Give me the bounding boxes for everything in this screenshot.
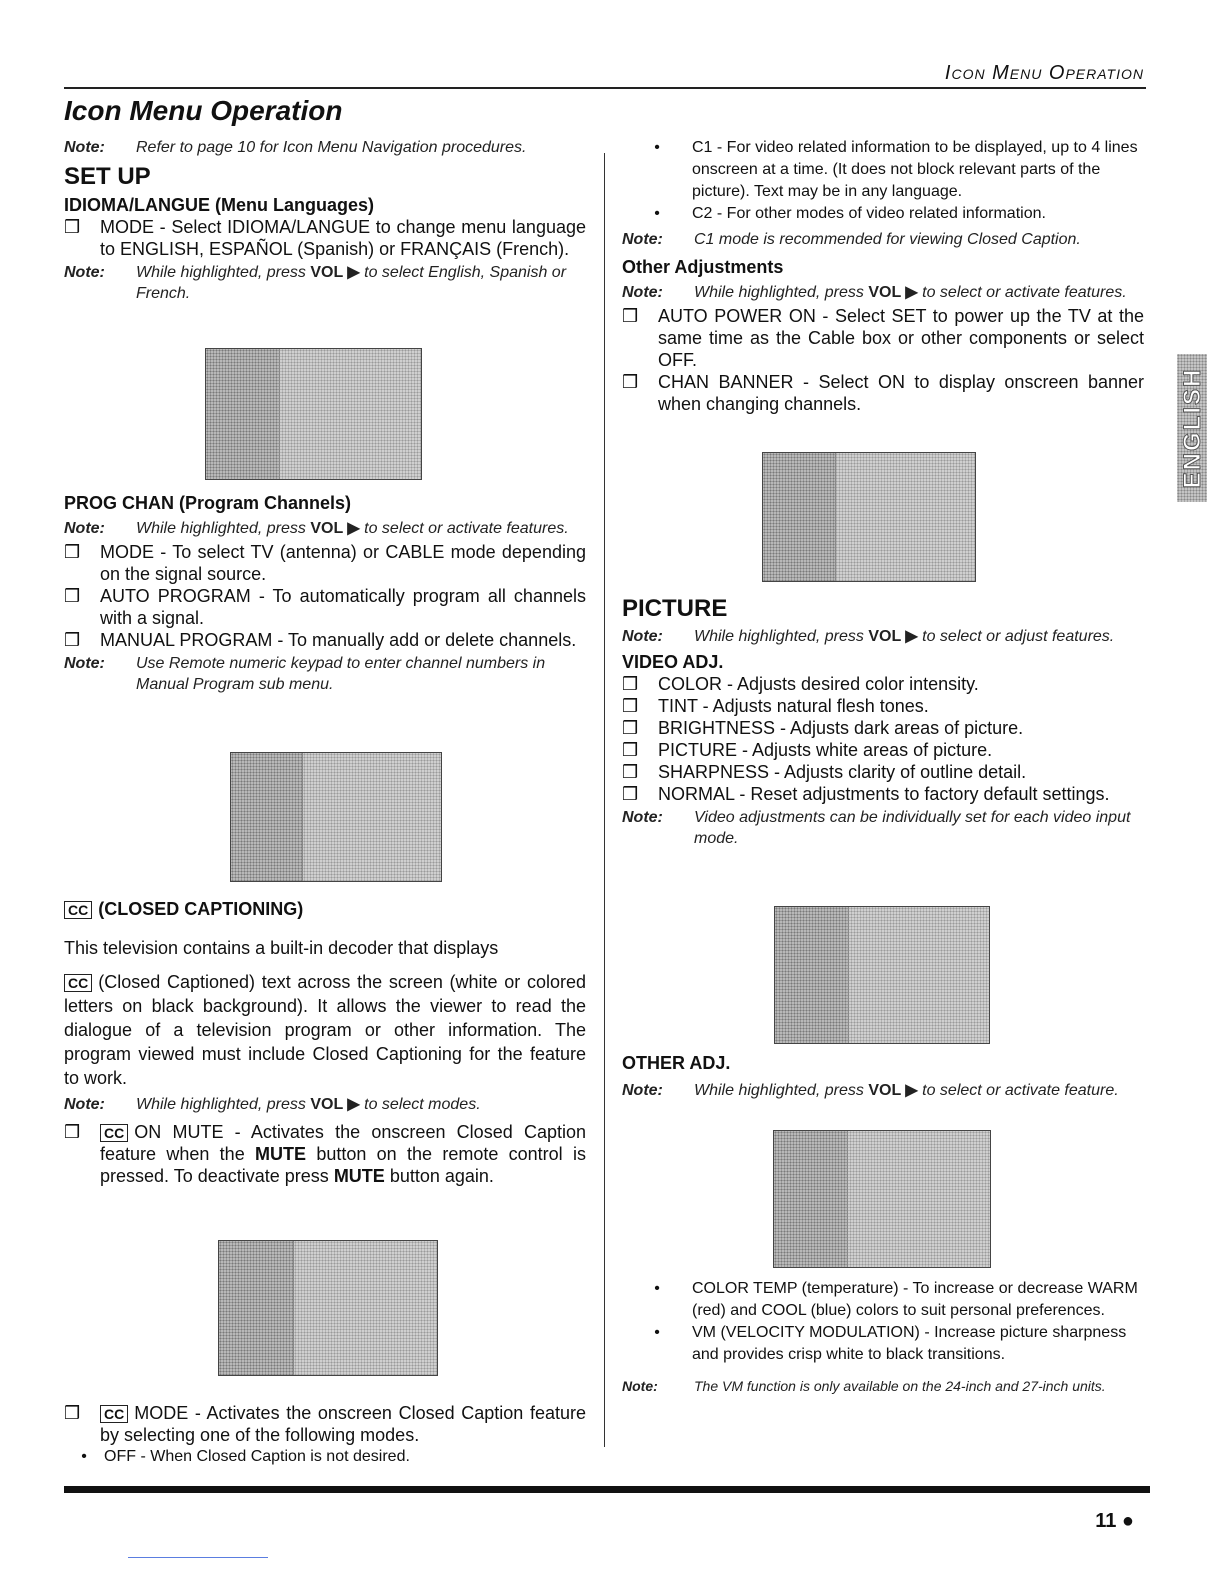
list-item: ❒ MODE - Select IDIOMA/LANGUE to change menu language to ENGLISH, ESPAÑOL (Spanish) or FRANÇAIS (French).	[64, 217, 586, 259]
header-rule	[64, 87, 1146, 89]
list-item: ❒ MANUAL PROGRAM - To manually add or delete channels.	[64, 630, 577, 650]
list-item: • COLOR TEMP (temperature) - To increase or decrease WARM (red) and COOL (blue) colors to suit personal preferences.	[654, 1280, 1138, 1319]
list-item: • C2 - For other modes of video related information.	[654, 205, 1046, 222]
setup-menu-screenshot	[205, 348, 422, 480]
list-item: ❒ CHAN BANNER - Select ON to display onscreen banner when changing channels.	[622, 372, 1144, 414]
list-item: ❒ BRIGHTNESS - Adjusts dark areas of picture.	[622, 718, 1024, 738]
note-other: Note: While highlighted, press VOL ▶ to select or activate features.	[622, 284, 1127, 301]
note-c1: Note: C1 mode is recommended for viewing Closed Caption.	[622, 231, 1081, 248]
cc-menu-screenshot	[218, 1240, 438, 1376]
prog-chan-menu-screenshot	[230, 752, 442, 882]
picture-section	[622, 595, 1144, 849]
picture-heading: PICTURE	[622, 595, 728, 622]
cc-mode-section	[64, 1402, 586, 1468]
other-adjustments-heading: Other Adjustments	[622, 257, 784, 277]
list-item: ❒ TINT - Adjusts natural flesh tones.	[622, 696, 929, 716]
cc-paragraph: This television contains a built-in decoder that displays	[64, 938, 499, 958]
other-adj-heading: OTHER ADJ.	[622, 1053, 731, 1073]
list-item: ❒ PICTURE - Adjusts white areas of picture.	[622, 740, 993, 760]
note-picture: Note: While highlighted, press VOL ▶ to select or adjust features.	[622, 628, 1115, 645]
page-number: 11 ●	[1095, 1510, 1134, 1532]
list-item: ❒ AUTO PROGRAM - To automatically program all channels with a signal.	[64, 586, 586, 628]
side-tab-label: ENGLISH	[1179, 367, 1206, 489]
cc-paragraph-2: CC (Closed Captioned) text across the screen (white or colored letters on black background). It allows the viewer to read the dialogue of a television program or other information. The program viewed must include Closed Captioning for the feature to work.	[64, 972, 586, 1088]
other-adj-section	[622, 1052, 1144, 1101]
note-navigation: Note: Refer to page 10 for Icon Menu Navigation procedures.	[64, 139, 527, 156]
other-adjustments-screenshot	[762, 452, 976, 582]
picture-menu-screenshot	[774, 906, 990, 1044]
list-item: • OFF - When Closed Caption is not desired.	[81, 1448, 410, 1465]
idioma-heading: IDIOMA/LANGUE (Menu Languages)	[64, 195, 374, 215]
list-item: ❒ MODE - To select TV (antenna) or CABLE mode depending on the signal source.	[64, 542, 586, 584]
cc-heading: CC (CLOSED CAPTIONING)	[64, 898, 586, 920]
list-item: ❒ COLOR - Adjusts desired color intensity.	[622, 674, 979, 694]
footer-rule	[64, 1486, 1150, 1493]
note-idioma: Note: While highlighted, press VOL ▶ to select English, Spanish or French.	[64, 264, 567, 302]
cc-section	[64, 898, 586, 1187]
footer-link-line	[128, 1557, 268, 1558]
list-item: • VM (VELOCITY MODULATION) - Increase picture sharpness and provides crisp white to black transitions.	[654, 1324, 1127, 1363]
running-header: Icon Menu Operation	[944, 62, 1144, 84]
prog-chan-heading: PROG CHAN (Program Channels)	[64, 493, 352, 513]
list-item: ❒ AUTO POWER ON - Select SET to power up the TV at the same time as the Cable box or other components or select OFF.	[622, 306, 1144, 370]
list-item: ❒ SHARPNESS - Adjusts clarity of outline detail.	[622, 762, 1027, 782]
other-adj-items	[622, 1278, 1144, 1397]
note-vm: Note: The VM function is only available on the 24-inch and 27-inch units.	[622, 1378, 1106, 1394]
note-prog: Note: While highlighted, press VOL ▶ to select or activate features.	[64, 520, 569, 537]
left-column	[64, 137, 586, 304]
note-video: Note: Video adjustments can be individually set for each video input mode.	[622, 809, 1131, 847]
right-column	[622, 137, 1144, 415]
note-prog2: Note: Use Remote numeric keypad to enter channel numbers in Manual Program sub menu.	[64, 655, 546, 693]
page-title: Icon Menu Operation	[64, 95, 343, 126]
prog-chan-section	[64, 492, 586, 695]
column-divider	[604, 153, 605, 1447]
language-side-tab	[1177, 354, 1207, 502]
video-adj-heading: VIDEO ADJ.	[622, 652, 724, 672]
note-other-adj: Note: While highlighted, press VOL ▶ to select or activate feature.	[622, 1082, 1119, 1099]
note-cc: Note: While highlighted, press VOL ▶ to select modes.	[64, 1096, 481, 1113]
other-adj-menu-screenshot	[773, 1130, 991, 1268]
list-item: ❒ NORMAL - Reset adjustments to factory default settings.	[622, 784, 1110, 804]
setup-heading: SET UP	[64, 163, 151, 190]
list-item: ❒ CC MODE - Activates the onscreen Closed Caption feature by selecting one of the following modes.	[64, 1403, 586, 1445]
list-item: • C1 - For video related information to be displayed, up to 4 lines onscreen at a time. (It does not block relevant parts of the picture). Text may be in any language.	[654, 139, 1138, 200]
list-item: ❒ CC ON MUTE - Activates the onscreen Closed Caption feature when the MUTE button on the remote control is pressed. To deactivate press MUTE button again.	[64, 1122, 586, 1186]
